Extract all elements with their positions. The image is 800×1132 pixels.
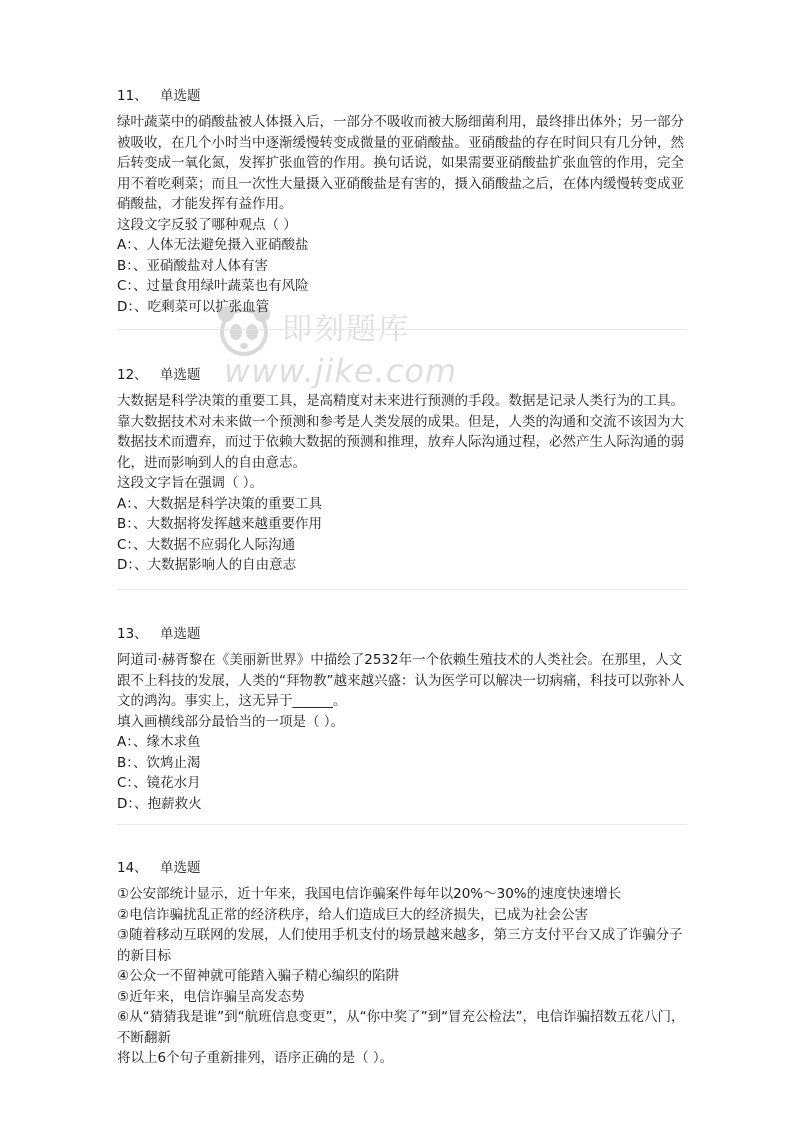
- question-header: [117, 624, 687, 644]
- sentence-5: ⑤近年来，电信诈骗呈高发态势: [117, 988, 305, 1005]
- divider: [117, 589, 687, 590]
- question-prompt: 将以上6个句子重新排列，语序正确的是（ ）。: [117, 1050, 394, 1066]
- question-header: [117, 365, 687, 385]
- question-number: 12、: [117, 367, 148, 383]
- divider: [117, 824, 687, 825]
- question-text: 阿道司·赫胥黎在《美丽新世界》中描绘了2532年一个依赖生殖技术的人类社会。在那里，人文跟不上科技的发展，人类的“拜物教”越来越兴盛：认为医学可以解决一切病痛，科技可以弥补人文的鸿沟。事实上，这无异于______。: [117, 652, 685, 709]
- question-type: 单选题: [159, 367, 201, 383]
- question-type: 单选题: [159, 88, 201, 104]
- question-11: [117, 86, 687, 317]
- sentence-1: ①公安部统计显示，近十年来，我国电信诈骗案件每年以20%～30%的速度快速增长: [117, 886, 622, 902]
- option-d[interactable]: D：、抱薪救火: [117, 795, 202, 812]
- option-a[interactable]: A：、大数据是科学决策的重要工具: [117, 495, 322, 512]
- question-14: [117, 858, 687, 1069]
- option-d[interactable]: D：、大数据影响人的自由意志: [117, 557, 297, 573]
- question-type: 单选题: [159, 860, 201, 876]
- question-header: [117, 86, 687, 106]
- question-prompt: 这段文字旨在强调（ ）。: [117, 475, 264, 491]
- question-text: [117, 884, 687, 1048]
- sentence-6: ⑥从“猜猜我是谁”到“航班信息变更”，从“你中奖了”到“冒充公检法”，电信诈骗招数五花八门，不断翻新: [117, 1009, 685, 1046]
- question-text: 大数据是科学决策的重要工具，是高精度对未来进行预测的手段。数据是记录人类行为的工具。靠大数据技术对未来做一个预测和参考是人类发展的成果。但是，人类的沟通和交流不该因为大数据技术而遭弃，而过于依赖大数据的预测和推理，放弃人际沟通过程，必然产生人际沟通的弱化，进而影响到人的自由意志。: [117, 393, 684, 471]
- option-a[interactable]: A：、缘木求鱼: [117, 734, 201, 750]
- option-d[interactable]: D：、吃剩菜可以扩张血管: [117, 298, 270, 315]
- question-type: 单选题: [159, 626, 201, 642]
- question-number: 14、: [117, 860, 148, 876]
- option-b[interactable]: B：、饮鸩止渴: [117, 754, 201, 771]
- sentence-2: ②电信诈骗扰乱正常的经济秩序，给人们造成巨大的经济损失，已成为社会公害: [117, 906, 589, 923]
- option-c[interactable]: C：、过量食用绿叶蔬菜也有风险: [117, 278, 309, 294]
- option-b[interactable]: B：、亚硝酸盐对人体有害: [117, 257, 269, 274]
- question-number: 13、: [117, 626, 148, 642]
- sentence-4: ④公众一不留神就可能踏入骗子精心编织的陷阱: [117, 968, 400, 984]
- option-a[interactable]: A：、人体无法避免摄入亚硝酸盐: [117, 237, 309, 253]
- option-c[interactable]: C：、大数据不应弱化人际沟通: [117, 536, 296, 553]
- option-b[interactable]: B：、大数据将发挥越来越重要作用: [117, 516, 323, 532]
- divider: [117, 329, 687, 330]
- watermark-brand: 即刻题库: [282, 312, 410, 347]
- question-header: [117, 858, 687, 878]
- question-text: 绿叶蔬菜中的硝酸盐被人体摄入后，一部分不吸收而被大肠细菌利用，最终排出体外；另一部分被吸收，在几个小时当中逐渐缓慢转变成微量的亚硝酸盐。亚硝酸盐的存在时间只有几分钟，然后转变成一氧化氮，发挥扩张血管的作用。换句话说，如果需要亚硝酸盐扩张血管的作用，完全用不着吃剩菜；而且一次性大量摄入亚硝酸盐是有害的，摄入硝酸盐之后，在体内缓慢转变成亚硝酸盐，才能发挥有益作用。: [117, 114, 684, 212]
- watermark-url: www.jike.com: [224, 352, 458, 390]
- sentence-3: ③随着移动互联网的发展，人们使用手机支付的场景越来越多，第三方支付平台又成了诈骗分子的新目标: [117, 927, 683, 964]
- question-prompt: 填入画横线部分最恰当的一项是（ ）。: [117, 713, 345, 730]
- question-13: [117, 624, 687, 814]
- option-c[interactable]: C：、镜花水月: [117, 775, 201, 791]
- question-12: [117, 365, 687, 576]
- question-prompt: 这段文字反驳了哪种观点（ ）: [117, 216, 297, 233]
- question-number: 11、: [117, 88, 148, 104]
